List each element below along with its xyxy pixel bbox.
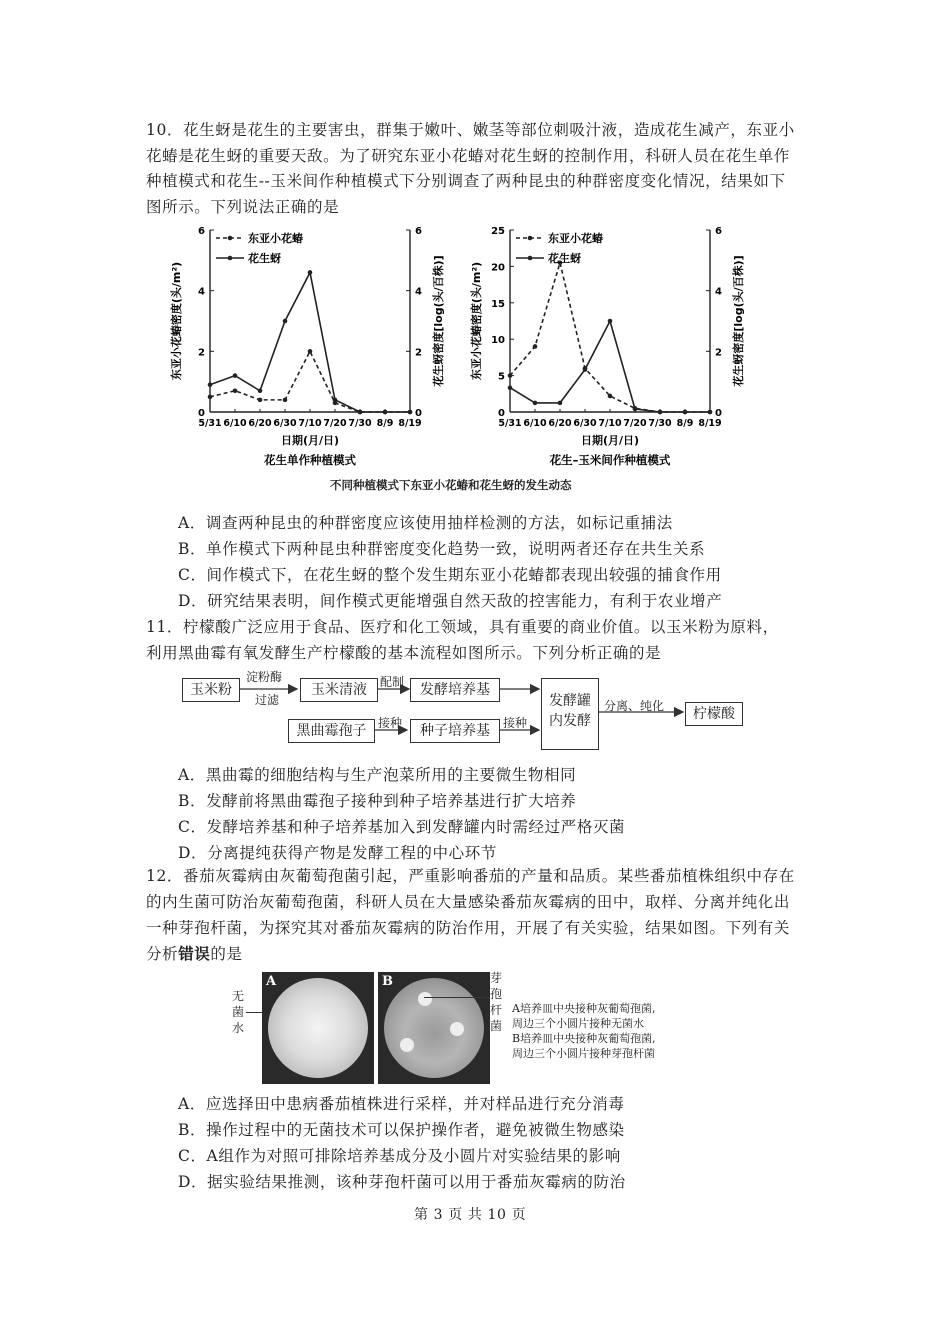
q11-line-1: 11．柠檬酸广泛应用于食品、医疗和化工领域，具有重要的商业价值。以玉米粉为原料， — [146, 618, 779, 636]
flow-box-fermenter — [541, 678, 599, 750]
x-tick-label: 7/20 — [323, 418, 347, 429]
q11-option-d[interactable]: D．分离提纯获得产物是发酵工程的中心环节 — [178, 844, 497, 862]
data-point-bug — [233, 388, 238, 393]
data-point-aphid — [258, 388, 263, 393]
flow-box-corn-flour: 玉米粉 — [182, 678, 240, 702]
y-tick-label-right: 2 — [415, 347, 422, 359]
data-point-aphid — [308, 270, 313, 275]
flow-box-citric-acid: 柠檬酸 — [685, 702, 743, 726]
plate-b-label: B — [382, 974, 393, 989]
data-point-bug — [208, 395, 213, 400]
q12-line-4-prefix: 分析 — [146, 945, 179, 963]
x-tick-label: 8/19 — [698, 418, 722, 429]
x-tick-label: 8/19 — [398, 418, 422, 429]
q12-option-c[interactable]: C．A组作为对照可排除培养基成分及小圆片对实验结果的影响 — [178, 1147, 621, 1165]
y-tick-label-left: 0 — [198, 408, 205, 419]
q12-line-1: 12．番茄灰霉病由灰葡萄孢菌引起，严重影响番茄的产量和品质。某些番茄植株组织中存在 — [146, 867, 795, 885]
y-tick-label-right: 0 — [415, 408, 422, 419]
x-axis-label: 日期(月/日) — [280, 434, 340, 447]
y-tick-label-left: 5 — [498, 371, 505, 383]
q10-option-b[interactable]: B．单作模式下两种昆虫种群密度变化趋势一致，说明两者还存在共生关系 — [178, 540, 706, 558]
x-tick-label: 8/9 — [376, 418, 394, 429]
y-tick-label-right: 4 — [415, 286, 422, 298]
y-axis-label-right: 花生蚜密度[log(头/百株)] — [732, 255, 745, 387]
q10-line-2: 花蝽是花生蚜的重要天敌。为了研究东亚小花蝽对花生蚜的控制作用，科研人员在花生单作 — [146, 147, 791, 165]
legend-label: 东亚小花蝽 — [248, 232, 303, 245]
q11-option-b[interactable]: B．发酵前将黑曲霉孢子接种到种子培养基进行扩大培养 — [178, 792, 577, 810]
data-point-aphid — [683, 410, 688, 415]
flow-box-spores: 黑曲霉孢子 — [288, 719, 375, 743]
q10-option-a[interactable]: A．调查两种昆虫的种群密度应该使用抽样检测的方法，如标记重捕法 — [178, 514, 673, 532]
x-tick-label: 6/30 — [573, 418, 597, 429]
flow-box-fermentation-medium: 发酵培养基 — [410, 678, 500, 702]
arrow-label-inoculate-1: 接种 — [378, 716, 403, 730]
legend-label: 东亚小花蝽 — [548, 232, 603, 245]
y-axis-label-right: 花生蚜密度[log(头/百株)] — [432, 255, 445, 387]
q10-option-c[interactable]: C．间作模式下，在花生蚜的整个发生期东亚小花蝽都表现出较强的捕食作用 — [178, 566, 722, 584]
x-tick-label: 7/10 — [298, 418, 322, 429]
data-point-bug — [533, 344, 538, 349]
q12-line-4-suffix: 的是 — [210, 945, 243, 963]
note-line-4: 周边三个小圆片接种芽孢杆菌 — [512, 1047, 655, 1060]
note-line-2: 周边三个小圆片接种无菌水 — [512, 1017, 644, 1030]
y-tick-label-left: 6 — [198, 226, 205, 237]
data-point-aphid — [358, 410, 363, 415]
legend-label: 花生蚜 — [248, 252, 281, 265]
plate-a-label: A — [266, 974, 277, 989]
q12-line-2: 的内生菌可防治灰葡萄孢菌，科研人员在大量感染番茄灰霉病的田中，取样、分离并纯化出 — [146, 893, 791, 911]
chart-caption: 不同种植模式下东亚小花蝽和花生蚜的发生动态 — [330, 478, 572, 492]
arrow-label-purify: 分离、纯化 — [604, 699, 665, 713]
legend-marker — [228, 256, 233, 261]
y-tick-label-left: 4 — [198, 286, 205, 298]
x-tick-label: 6/10 — [223, 418, 247, 429]
data-point-aphid — [233, 373, 238, 378]
q10-option-d[interactable]: D．研究结果表明，间作模式更能增强自然天敌的控害能力，有利于农业增产 — [178, 592, 723, 610]
legend-marker — [228, 236, 233, 241]
data-point-bug — [308, 349, 313, 354]
note-line-3: B培养皿中央接种灰葡萄孢菌, — [512, 1032, 656, 1045]
data-point-aphid — [383, 410, 388, 415]
dish-b — [384, 978, 484, 1078]
note-line-1: A培养皿中央接种灰葡萄孢菌, — [512, 1002, 656, 1015]
y-tick-label-left: 10 — [491, 335, 505, 347]
fermenter-line-2: 内发酵 — [549, 713, 591, 729]
y-tick-label-right: 6 — [715, 226, 722, 237]
x-tick-label: 8/9 — [676, 418, 694, 429]
series-line-bug — [210, 351, 410, 412]
series-line-aphid — [510, 321, 710, 412]
q10-line-1: 10．花生蚜是花生的主要害虫，群集于嫩叶、嫩茎等部位刺吸汁液，造成花生减产，东亚小 — [146, 121, 795, 139]
x-tick-label: 7/20 — [623, 418, 647, 429]
legend-marker — [528, 236, 533, 241]
disc-b-1 — [418, 992, 432, 1006]
plate-a — [262, 972, 374, 1084]
y-tick-label-left: 25 — [491, 226, 505, 237]
y-tick-label-right: 4 — [715, 286, 722, 298]
dish-a — [268, 978, 368, 1078]
label-bacillus: 芽孢杆菌 — [490, 971, 503, 1033]
data-point-aphid — [508, 385, 513, 390]
data-point-aphid — [633, 407, 638, 412]
fermenter-line-1: 发酵罐 — [549, 693, 591, 709]
data-point-aphid — [208, 382, 213, 387]
chart-intercrop — [464, 218, 754, 473]
y-axis-label-left: 东亚小花蝽密度(头/m²) — [170, 261, 183, 381]
data-point-aphid — [708, 410, 713, 415]
x-tick-label: 5/31 — [498, 418, 522, 429]
arrow-label-amylase: 淀粉酶 — [246, 670, 283, 684]
y-tick-label-left: 20 — [491, 262, 505, 274]
x-tick-label: 7/30 — [348, 418, 372, 429]
arrow-label-filter: 过滤 — [255, 693, 280, 707]
q12-option-a[interactable]: A．应选择田中患病番茄植株进行采样，并对样品进行充分消毒 — [178, 1095, 625, 1113]
series-line-aphid — [210, 272, 410, 412]
data-point-aphid — [608, 319, 613, 324]
chart-title: 花生–玉米间作种植模式 — [549, 453, 671, 467]
x-tick-label: 6/20 — [248, 418, 272, 429]
y-tick-label-left: 0 — [498, 408, 505, 419]
y-tick-label-left: 2 — [198, 347, 205, 359]
legend-marker — [528, 256, 533, 261]
q10-line-4: 图所示。下列说法正确的是 — [146, 198, 340, 216]
data-point-aphid — [408, 410, 413, 415]
x-tick-label: 7/30 — [648, 418, 672, 429]
plate-b — [378, 972, 490, 1084]
data-point-aphid — [283, 319, 288, 324]
data-point-bug — [283, 398, 288, 403]
data-point-aphid — [658, 410, 663, 415]
q12-option-d[interactable]: D．据实验结果推测，该种芽孢杆菌可以用于番茄灰霉病的防治 — [178, 1173, 626, 1191]
data-point-bug — [608, 394, 613, 399]
x-tick-label: 6/10 — [523, 418, 547, 429]
y-tick-label-left: 15 — [491, 298, 505, 310]
flow-box-seed-medium: 种子培养基 — [410, 719, 500, 743]
x-tick-label: 6/20 — [548, 418, 572, 429]
q12-line-4 — [146, 942, 243, 964]
q12-line-3: 一种芽孢杆菌，为探究其对番茄灰霉病的防治作用，开展了有关实验，结果如图。下列有关 — [146, 919, 791, 937]
arrow-label-prepare: 配制 — [380, 675, 405, 689]
x-tick-label: 7/10 — [598, 418, 622, 429]
arrow-label-inoculate-2: 接种 — [503, 716, 528, 730]
q11-option-c[interactable]: C．发酵培养基和种子培养基加入到发酵罐内时需经过严格灭菌 — [178, 818, 626, 836]
y-tick-label-right: 0 — [715, 408, 722, 419]
data-point-aphid — [583, 367, 588, 372]
data-point-bug — [508, 373, 513, 378]
label-sterile-water: 无菌水 — [232, 989, 245, 1035]
page-footer: 第 3 页 共 10 页 — [414, 1207, 527, 1223]
q11-line-2: 利用黑曲霉有氧发酵生产柠檬酸的基本流程如图所示。下列分析正确的是 — [146, 644, 662, 662]
flow-box-corn-liquid: 玉米清液 — [300, 678, 378, 702]
y-tick-label-right: 6 — [415, 226, 422, 237]
x-tick-label: 5/31 — [198, 418, 222, 429]
data-point-aphid — [558, 401, 563, 406]
chart-monoculture — [164, 218, 454, 473]
y-tick-label-right: 2 — [715, 347, 722, 359]
series-line-bug — [510, 263, 710, 412]
legend-label: 花生蚜 — [548, 252, 581, 265]
disc-b-3 — [400, 1038, 414, 1052]
data-point-aphid — [333, 398, 338, 403]
x-axis-label: 日期(月/日) — [580, 434, 640, 447]
q11-option-a[interactable]: A．黑曲霉的细胞结构与生产泡菜所用的主要微生物相同 — [178, 766, 577, 784]
data-point-aphid — [533, 401, 538, 406]
disc-b-2 — [450, 1022, 464, 1036]
y-axis-label-left: 东亚小花蝽密度(头/m²) — [470, 261, 483, 381]
x-tick-label: 6/30 — [273, 418, 297, 429]
q10-line-3: 种植模式和花生--玉米间作种植模式下分别调查了两种昆虫的种群密度变化情况，结果如下 — [146, 172, 786, 190]
q12-emphasis-wrong: 错误 — [178, 944, 211, 963]
chart-title: 花生单作种植模式 — [264, 453, 356, 467]
q12-option-b[interactable]: B．操作过程中的无菌技术可以保护操作者，避免被微生物感染 — [178, 1121, 625, 1139]
data-point-bug — [258, 398, 263, 403]
leader-line-right — [424, 997, 490, 998]
